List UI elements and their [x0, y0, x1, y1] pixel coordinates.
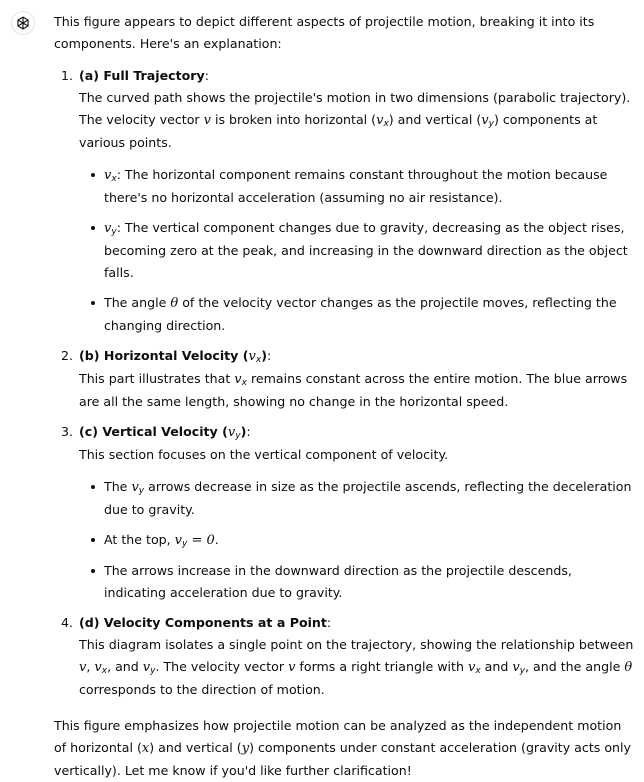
section-heading — [79, 65, 634, 87]
math-symbol: y — [241, 741, 250, 756]
math-symbol: v — [79, 660, 87, 675]
bullet-item — [79, 476, 634, 521]
section-title: (a) Full Trajectory — [79, 68, 205, 83]
section-item — [54, 421, 634, 604]
section-body — [79, 444, 634, 466]
body-text: This part illustrates that — [79, 371, 235, 386]
section-heading — [79, 612, 634, 634]
bullet-list — [79, 476, 634, 604]
section-title: (b) Horizontal Velocity ( — [79, 348, 249, 363]
math-subscript: y — [235, 431, 241, 441]
bullet-item — [79, 217, 634, 284]
section-number: 1. — [61, 68, 74, 83]
math-symbol: v — [131, 480, 139, 495]
bullet-text: The angle — [104, 295, 171, 310]
body-text: corresponds to the direction of motion. — [79, 682, 325, 697]
outro-paragraph — [54, 715, 634, 782]
math-symbol: v — [512, 660, 520, 675]
section-heading — [79, 345, 634, 368]
math-symbol: v — [467, 660, 476, 675]
body-text: is broken into horizontal ( — [210, 112, 377, 127]
body-text: ) components at various points. — [79, 112, 598, 150]
bullet-text: At the top, — [104, 532, 175, 547]
math-subscript: y — [150, 666, 156, 676]
body-text: This figure emphasizes how projectile motion can be analyzed as the independent motion of horizontal ( — [54, 718, 622, 755]
math-symbol: v — [288, 660, 296, 675]
math-symbol: v — [248, 349, 256, 364]
bullet-text: The — [104, 479, 132, 494]
math-symbol: v — [94, 660, 102, 675]
body-text: The curved path shows the projectile's motion in two dimensions (parabolic trajectory). The velocity vector — [79, 90, 631, 127]
body-text: ) components under constant acceleration (gravity acts only vertically). Let me know if you'd like further clarification! — [54, 740, 631, 778]
section-title: (c) Vertical Velocity ( — [79, 424, 228, 439]
math-symbol: θ — [624, 660, 633, 675]
math-subscript: x — [383, 119, 389, 129]
section-item — [54, 612, 634, 701]
intro-paragraph: This figure appears to depict different aspects of projectile motion, breaking it into its components. Here's an explanation: — [54, 14, 595, 51]
body-text: , and the angle — [525, 659, 625, 674]
math-subscript: y — [519, 666, 526, 676]
math-symbol: v — [203, 113, 211, 128]
heading-colon: : — [266, 348, 272, 363]
math-symbol: v — [104, 221, 112, 236]
math-symbol: v — [142, 660, 151, 675]
bullet-text: : The vertical component changes due to gravity, decreasing as the object rises, becoming zero at the peak, and increasing in the downward direction as the object falls. — [104, 220, 628, 280]
section-item — [54, 345, 634, 413]
bullet-item — [79, 529, 634, 552]
bullet-text: : The horizontal component remains constant throughout the motion because there's no horizontal acceleration (assuming no air resistance). — [104, 167, 608, 205]
section-body — [79, 87, 634, 154]
math-subscript: y — [488, 119, 494, 129]
bullet-text: arrows decrease in size as the projectile ascends, reflecting the deceleration due to gravity. — [104, 479, 632, 517]
section-heading — [79, 421, 634, 444]
assistant-message — [54, 11, 634, 782]
body-text: , — [86, 659, 95, 674]
heading-colon: : — [204, 68, 209, 83]
heading-colon: : — [326, 615, 332, 630]
bullet-text: of the velocity vector changes as the projectile moves, reflecting the changing direction. — [104, 295, 617, 333]
math-subscript: y — [182, 539, 188, 549]
heading-colon: : — [246, 424, 251, 439]
bullet-text: . — [214, 532, 219, 547]
math-symbol: v — [174, 533, 183, 548]
math-symbol: = 0 — [187, 533, 215, 548]
math-symbol: v — [227, 425, 236, 440]
body-text: . The velocity vector — [155, 659, 289, 674]
section-number: 2. — [61, 348, 74, 363]
math-subscript: x — [241, 378, 247, 388]
math-subscript: x — [101, 666, 108, 676]
body-text: remains constant across the entire motion. The blue arrows are all the same length, showing no change in the horizontal speed. — [79, 371, 628, 409]
bullet-list — [79, 164, 634, 337]
section-number: 3. — [61, 424, 74, 439]
math-symbol: v — [234, 372, 242, 387]
math-symbol: θ — [170, 296, 179, 311]
math-symbol: v — [104, 168, 112, 183]
body-text: , and — [107, 659, 143, 674]
assistant-avatar — [11, 11, 35, 35]
math-subscript: x — [475, 666, 481, 676]
math-subscript: x — [111, 174, 117, 184]
section-number: 4. — [61, 615, 74, 630]
math-symbol: x — [141, 741, 150, 756]
body-text: forms a right triangle with — [295, 659, 468, 674]
math-subscript: x — [255, 355, 262, 365]
body-text: This section focuses on the vertical component of velocity. — [79, 447, 449, 462]
math-subscript: y — [138, 486, 145, 496]
body-text: and — [480, 659, 513, 674]
bullet-item — [79, 560, 634, 604]
sections-list — [54, 65, 634, 701]
section-body — [79, 368, 634, 413]
body-text: ) and vertical ( — [149, 740, 242, 755]
bullet-text: The arrows increase in the downward direction as the projectile descends, indicating acceleration due to gravity. — [104, 563, 572, 600]
section-title: ) — [240, 424, 247, 439]
math-subscript: y — [111, 227, 117, 237]
bullet-item — [79, 164, 634, 209]
math-symbol: v — [376, 113, 384, 128]
section-body — [79, 634, 634, 701]
openai-logo-icon — [15, 15, 31, 31]
section-title: (d) Velocity Components at a Point — [79, 615, 327, 630]
section-item — [54, 65, 634, 337]
section-title: ) — [261, 348, 267, 363]
body-text: ) and vertical ( — [388, 112, 482, 127]
bullet-item — [79, 292, 634, 337]
math-symbol: v — [481, 113, 489, 128]
body-text: This diagram isolates a single point on the trajectory, showing the relationship between — [79, 637, 634, 652]
